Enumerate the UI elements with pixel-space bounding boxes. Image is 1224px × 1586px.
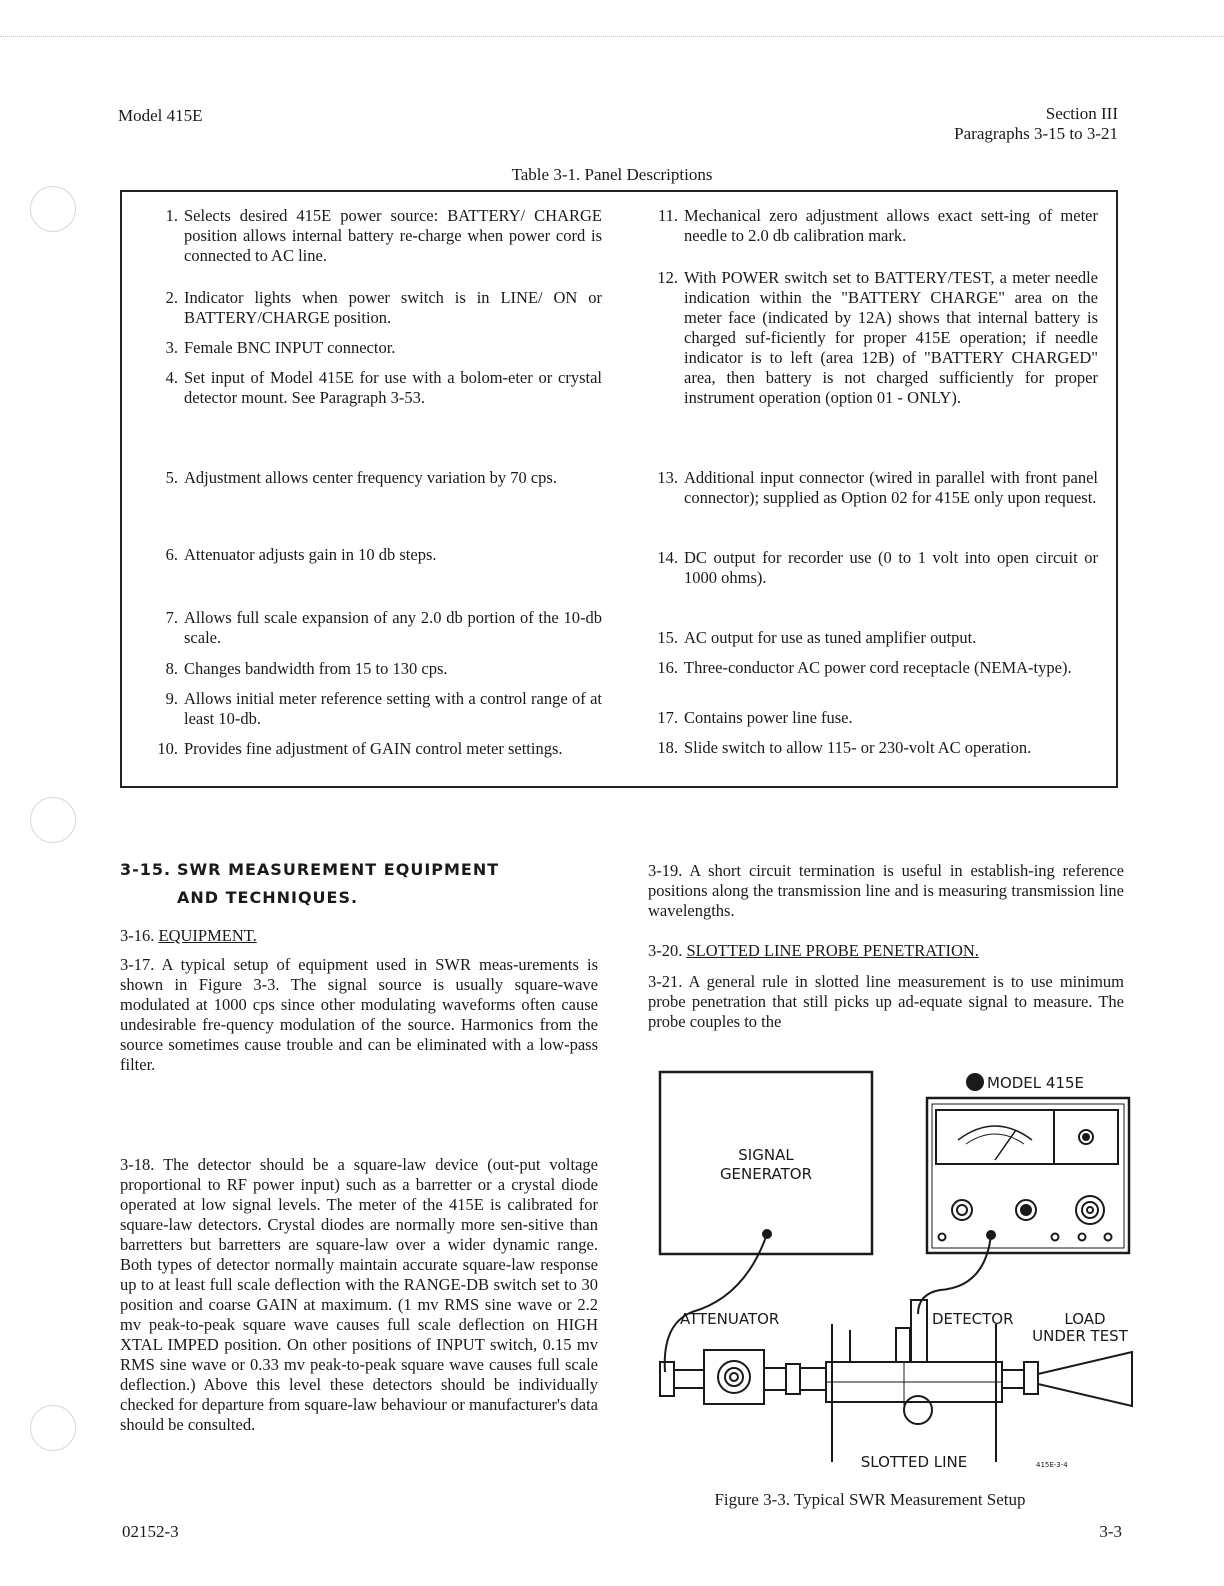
- attenuator-label: ATTENUATOR: [680, 1310, 780, 1328]
- table-item: 13. Additional input connector (wired in parallel with front panel connector); supplied as Option 02 for 415E only upon request.: [657, 468, 1098, 507]
- signal-generator-label-line2: GENERATOR: [719, 1165, 813, 1183]
- probe-carriage: [904, 1396, 932, 1424]
- paragraph-3-21: 3-21. A general rule in slotted line measurement is to use minimum probe penetration that still picks up ad-equate signal to measure. The probe couples to the: [648, 972, 1124, 1031]
- subheading-number: 3-20.: [648, 941, 683, 960]
- signal-generator-label: SIGNAL: [738, 1146, 794, 1164]
- subheading-title: SLOTTED LINE PROBE PENETRATION.: [686, 941, 979, 960]
- equipment-subheading: [120, 926, 257, 946]
- section-label: Section III: [1045, 104, 1118, 123]
- panel-descriptions-table: [120, 190, 1118, 788]
- table-item: 4. Set input of Model 415E for use with a bolom-eter or crystal detector mount. See Paragraph 3-53.: [165, 368, 602, 407]
- table-item: 18. Slide switch to allow 115- or 230-volt AC operation.: [657, 738, 1032, 757]
- model-label: Model 415E: [118, 106, 203, 125]
- detector-label: DETECTOR: [932, 1310, 1014, 1328]
- table-item: 16. Three-conductor AC power cord receptacle (NEMA-type).: [657, 658, 1072, 677]
- table-item: 12. With POWER switch set to BATTERY/TEST, a meter needle indication within the "BATTERY CHARGE" area on the meter face (indicated by 12A) shows that internal battery is charged suf-ficiently for proper 415E operation; if needle indicator is to left (area 12B) of "BATTERY CHARGED" area, then battery is not charged sufficiently for proper instrument operation (option 01 - ONLY).: [657, 268, 1098, 407]
- table-title: Table 3-1. Panel Descriptions: [511, 165, 713, 184]
- table-item: 8. Changes bandwidth from 15 to 130 cps.: [165, 659, 448, 678]
- table-item: 7. Allows full scale expansion of any 2.0 db portion of the 10-db scale.: [165, 608, 602, 647]
- load-label: LOAD: [1064, 1310, 1106, 1328]
- paragraph-3-18: 3-18. The detector should be a square-law device (out-put voltage proportional to RF power input) such as a barretter or a crystal diode operated at low signal levels. The meter of the 415E is calibrated for square-law detectors. Crystal diodes are normally more sen-sitive than barretters but barretters are square-law over a wider dynamic range. Both types of detector normally maintain accurate square-law response up to at least full scale deflection with the RANGE-DB switch set to 30 position and coarse GAIN at maximum. (1 mv RMS sine wave or 2.2 mv peak-to-peak square wave causes full scale deflection on HIGH XTAL IMPED position. On other positions of INPUT switch, 0.15 mv RMS sine wave or 0.33 mv peak-to-peak square wave causes full scale deflection.) Above this level these detectors should be individually checked for departure from square-law behaviour or manufacturer's data should be consulted.: [120, 1155, 598, 1434]
- model-415e-label: MODEL 415E: [987, 1074, 1085, 1092]
- table-item: 3. Female BNC INPUT connector.: [165, 338, 396, 357]
- table-item: 14. DC output for recorder use (0 to 1 volt into open circuit or 1000 ohms).: [657, 548, 1098, 587]
- doc-number: 02152-3: [122, 1522, 179, 1541]
- table-item: 10. Provides fine adjustment of GAIN control meter settings.: [157, 739, 563, 758]
- attenuator-body: [704, 1350, 764, 1404]
- page-number: 3-3: [1099, 1522, 1122, 1541]
- paragraphs-label: Paragraphs 3-15 to 3-21: [954, 124, 1118, 143]
- table-item: 2. Indicator lights when power switch is in LINE/ ON or BATTERY/CHARGE position.: [165, 288, 602, 327]
- table-item: 15. AC output for use as tuned amplifier output.: [657, 628, 977, 647]
- table-item: 11. Mechanical zero adjustment allows exact sett-ing of meter needle to 2.0 db calibration mark.: [657, 206, 1098, 245]
- section-heading-number: 3-15.: [120, 860, 172, 879]
- load-horn: [1038, 1352, 1132, 1406]
- scan-edge-line: [0, 36, 1224, 37]
- load-label-line2: UNDER TEST: [1032, 1327, 1128, 1345]
- attenuator-connector: [660, 1362, 674, 1396]
- table-item: 1. Selects desired 415E power source: BATTERY/ CHARGE position allows internal battery re-charge when power cord is connected to AC line.: [165, 206, 602, 265]
- section-heading-line2: AND TECHNIQUES.: [177, 888, 359, 907]
- figure-code: 415E-3-4: [1036, 1461, 1068, 1469]
- table-item: 6. Attenuator adjusts gain in 10 db steps.: [165, 545, 437, 564]
- table-item: 9. Allows initial meter reference setting with a control range of at least 10-db.: [165, 689, 602, 728]
- binder-hole: [30, 1405, 76, 1451]
- figure-caption: Figure 3-3. Typical SWR Measurement Setup: [714, 1490, 1026, 1509]
- model-415e-instrument: [927, 1098, 1129, 1253]
- swr-setup-figure: [650, 1062, 1140, 1482]
- subheading-number: 3-16.: [120, 926, 155, 945]
- table-item: 17. Contains power line fuse.: [657, 708, 853, 727]
- binder-hole: [30, 797, 76, 843]
- detector-cable: [918, 1235, 991, 1314]
- table-item: 5. Adjustment allows center frequency variation by 70 cps.: [165, 468, 557, 487]
- probe-penetration-subheading: [648, 941, 979, 961]
- paragraph-3-19: 3-19. A short circuit termination is useful in establish-ing reference positions along the transmission line and is measuring transmission line wavelengths.: [648, 861, 1124, 920]
- section-heading: SWR MEASUREMENT EQUIPMENT: [177, 860, 500, 879]
- slotted-line-label: SLOTTED LINE: [860, 1453, 968, 1471]
- subheading-title: EQUIPMENT.: [158, 926, 257, 945]
- meter-face: [936, 1110, 1054, 1164]
- binder-hole: [30, 186, 76, 232]
- paragraph-3-17: 3-17. A typical setup of equipment used in SWR meas-urements is shown in Figure 3-3. The signal source is usually square-wave modulated at 1000 cps since other modulating waveforms often cause undesirable fre-quency modulation of the source. Harmonics from the source sometimes cause trouble and can be eliminated with a low-pass filter.: [120, 955, 598, 1074]
